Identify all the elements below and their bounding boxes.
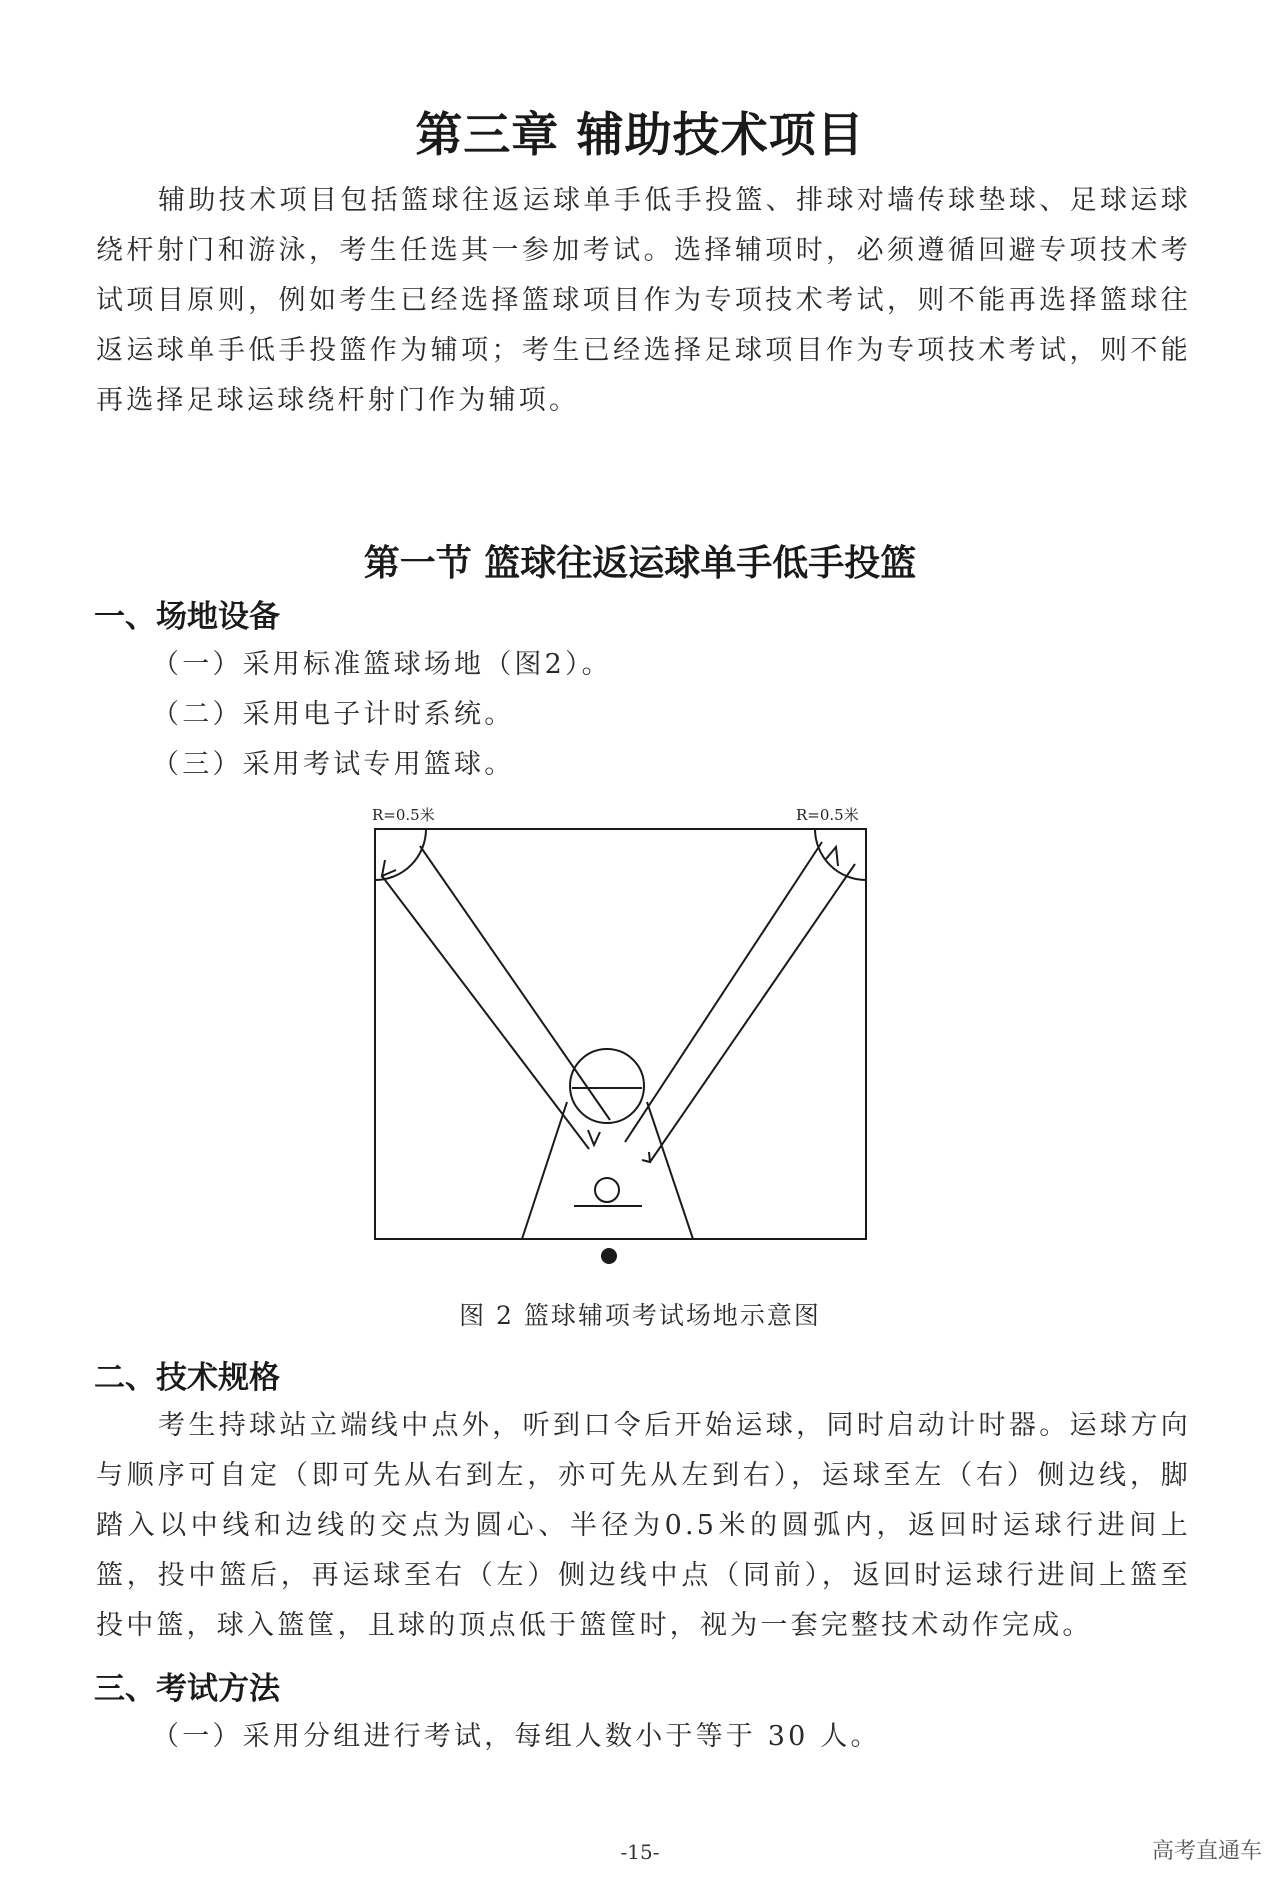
page-number: -15- xyxy=(620,1840,660,1864)
right-lane-inner xyxy=(625,842,822,1142)
intro-paragraph: 辅助技术项目包括篮球往返运球单手低手投篮、排球对墙传球垫球、足球运球绕杆射门和游泳，考生任选其一参加考试。选择辅项时，必须遵循回避专项技术考试项目原则，例如考生已经选择篮球项目作为专项技术考试，则不能再选择篮球往返运球单手低手投篮作为辅项；考生已经选择足球项目作为专项技术考试，则不能再选择足球运球绕杆射门作为辅项。 xyxy=(96,185,1191,416)
venue-item-2: （二）采用电子计时系统。 xyxy=(152,699,515,730)
key-right-line xyxy=(647,1102,693,1239)
watermark: 高考直通车 xyxy=(1151,1839,1262,1864)
spec-heading: 二、技术规格 xyxy=(94,1360,280,1396)
venue-item-1: （一）采用标准篮球场地（图2）。 xyxy=(152,649,612,680)
left-lane-outer xyxy=(382,876,589,1149)
venue-heading: 一、场地设备 xyxy=(94,599,280,635)
hoop-circle xyxy=(595,1178,619,1202)
chapter-title: 第三章 辅助技术项目 xyxy=(415,108,865,163)
radius-label-right: R=0.5米 xyxy=(796,806,859,824)
free-throw-circle xyxy=(570,1049,644,1123)
court-boundary xyxy=(375,829,866,1239)
figure-caption: 图 2 篮球辅项考试场地示意图 xyxy=(459,1301,821,1330)
right-return-arrowhead xyxy=(642,1152,650,1162)
spec-paragraph: 考生持球站立端线中点外，听到口令后开始运球，同时启动计时器。运球方向与顺序可自定（即可先从右到左，亦可先从左到右），运球至左（右）侧边线，脚踏入以中线和边线的交点为圆心、半径为0.5米的圆弧内，返回时运球行进间上篮，投中篮后，再运球至右（左）侧边线中点（同前），返回时运球行进间上篮至投中篮，球入篮筐，且球的顶点低于篮筐时，视为一套完整技术动作完成。 xyxy=(96,1410,1191,1641)
radius-label-left: R=0.5米 xyxy=(372,806,435,824)
right-lane-outer xyxy=(650,864,855,1162)
key-left-line xyxy=(522,1102,567,1239)
method-item-1: （一）采用分组进行考试，每组人数小于等于 30 人。 xyxy=(152,1721,881,1752)
start-point-dot xyxy=(601,1248,617,1264)
left-return-arrowhead xyxy=(588,1130,600,1145)
venue-item-3: （三）采用考试专用篮球。 xyxy=(152,749,515,780)
right-corner-arc xyxy=(815,829,866,880)
left-lane-inner xyxy=(420,846,610,1120)
method-heading: 三、考试方法 xyxy=(94,1671,280,1707)
left-arrowhead xyxy=(382,860,396,876)
section-title: 第一节 篮球往返运球单手低手投篮 xyxy=(363,543,917,584)
